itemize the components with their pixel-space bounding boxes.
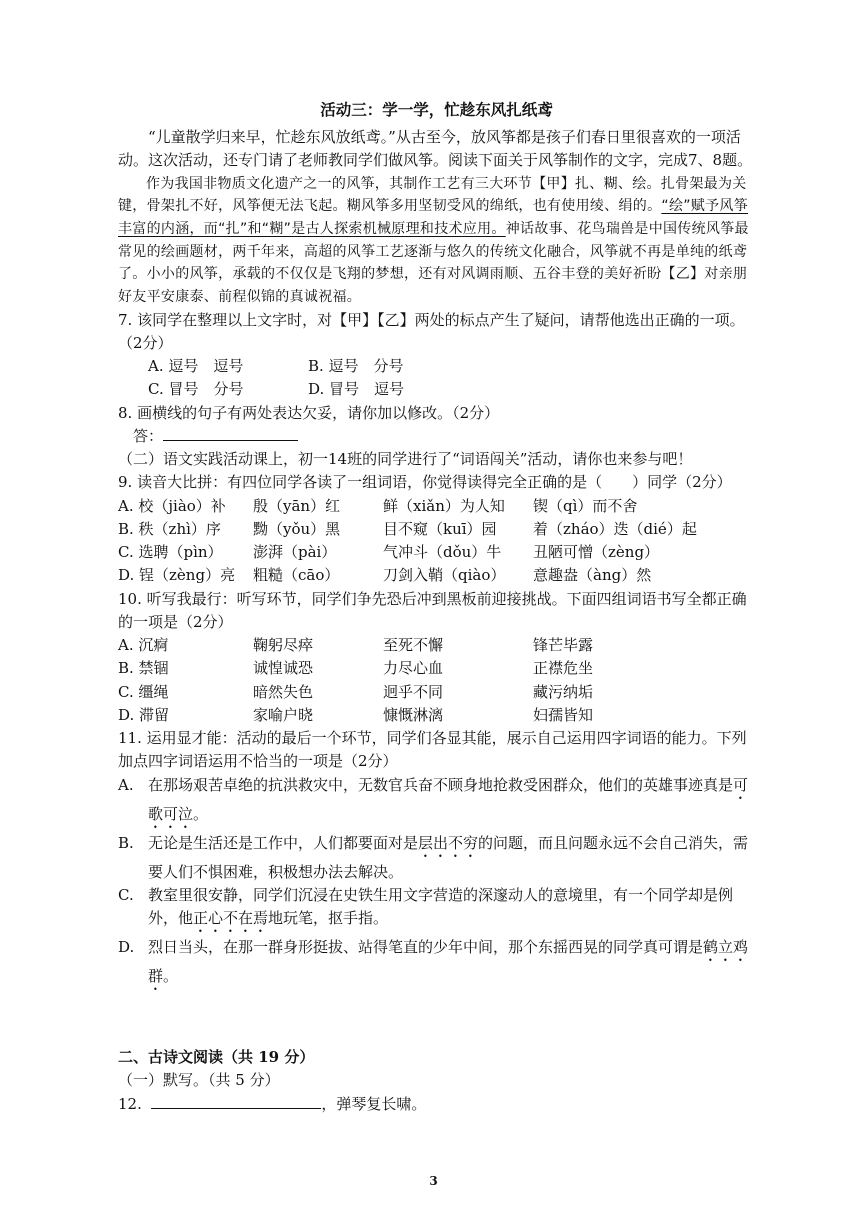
q9-c-2: 澎湃（pài） [253, 543, 337, 562]
q10-c-4: 藏污纳垢 [533, 682, 594, 701]
part2-intro: （二）语文实践活动课上，初一14班的同学进行了“词语闯关”活动，请你也来参与吧！ [118, 450, 693, 469]
q12-number: 12. [118, 1094, 142, 1113]
option-text [148, 774, 755, 832]
q12-text: ，弹琴复长啸。 [321, 1094, 427, 1113]
q9-d-4: 意趣盎（àng）然 [533, 566, 652, 585]
q10-c-2: 暗然失色 [253, 682, 314, 701]
q10-d-2: 家喻户晓 [253, 705, 314, 724]
q10-d-1: D. 滞留 [118, 705, 170, 724]
q7-option-c: C. 冒号 分号 [148, 380, 244, 399]
dotted-idiom: 可歌可泣 [148, 775, 749, 823]
activity-title: 活动三：学一学，忙趁东风扎纸鸢 [320, 100, 553, 119]
q9-c-4: 丑陋可憎（zèng） [533, 543, 660, 562]
q11-stem: 11. 运用显才能：活动的最后一个环节，同学们各显其能，展示自己运用四字词语的能力。下列加点四字词语运用不恰当的一项是（2分） [118, 729, 747, 771]
q10-a-3: 至死不懈 [383, 636, 444, 655]
q9-b-3: 目不窥（kuī）园 [383, 519, 497, 538]
intro-paragraph: “儿童散学归来早，忙趁东风放纸鸢。”从古至今，放风筝都是孩子们春日里很喜欢的一项活动。这次活动，还专门请了老师教同学们做风筝。阅读下面关于风筝制作的文字，完成7、8题。 [118, 128, 753, 170]
q10-b-3: 力尽心血 [383, 659, 444, 678]
q10-options [118, 634, 755, 727]
option-text-before: 烈日当头，在那一群身形挺拔、站得笔直的少年中间，那个东摇西晃的同学真可谓是 [148, 938, 704, 957]
q10-b-1: B. 禁锢 [118, 659, 169, 678]
section-2-heading: 二、古诗文阅读（共 19 分） [118, 1048, 315, 1067]
q10-a-2: 鞠躬尽瘁 [253, 636, 314, 655]
underlined-sentence: “绘”赋予风筝丰富的内涵，而“扎”和“糊”是古人探索机械原理和技术应用。 [118, 198, 749, 237]
q9-options [118, 495, 755, 588]
q10-a-4: 锋芒毕露 [533, 636, 594, 655]
q10-c-1: C. 缰绳 [118, 682, 169, 701]
option-label: A. [118, 775, 134, 794]
q7-options [148, 355, 755, 402]
q9-c-3: 气冲斗（dǒu）牛 [383, 543, 502, 562]
q9-b-2: 黝（yǒu）黑 [253, 519, 341, 538]
dotted-idiom: 鹤立鸡群 [148, 938, 749, 986]
q9-d-1: D. 锃（zèng）亮 [118, 566, 236, 585]
q12-line [118, 1093, 755, 1116]
q10-d-4: 妇孺皆知 [533, 705, 594, 724]
option-text-after: 。 [193, 804, 209, 823]
q9-d-3: 刀剑入鞘（qiào） [383, 566, 506, 585]
option-text-before: 在那场艰苦卓绝的抗洪救灾中，无数官兵奋不顾身地抢救受困群众，他们的英雄事迹真是 [148, 775, 734, 794]
passage-part-2: 神话故事、花鸟瑞兽是中国传统风筝最常见的绘画题材，两千年来，高超的风筝工艺逐渐与悠久的传统文化融合，风筝就不再是单纯的纸鸢了。小小的风筝，承载的不仅仅是飞翔的梦想，还有对风调雨顺、五谷丰登的美好祈盼【乙】对亲朋好友平安康泰、前程似锦的真诚祝福。 [118, 220, 749, 305]
option-text-before: 无论是生活还是工作中，人们都要面对是 [148, 833, 419, 852]
option-text-before: 教室里很安静，同学们沉浸在史铁生用文字营造的深邃动人的意境里，有一个同学却是例外，他 [148, 885, 734, 928]
q9-b-4: 着（zháo）迭（dié）起 [533, 519, 697, 538]
q12-blank[interactable] [151, 1094, 321, 1109]
q9-a-2: 殷（yān）红 [253, 496, 341, 515]
q10-d-3: 慷慨淋漓 [383, 705, 444, 724]
q10-b-4: 正襟危坐 [533, 659, 594, 678]
section-2-subheading: （一）默写。（共 5 分） [118, 1071, 280, 1090]
q11-option-d [118, 936, 755, 994]
q9-a-4: 锲（qì）而不舍 [533, 496, 638, 515]
option-label: C. [118, 885, 134, 904]
option-label: D. [118, 938, 135, 957]
option-text-after: 的问题，而且问题永远不会自己消失，需要人们不惧困难，积极想办法去解决。 [148, 833, 749, 881]
answer-blank[interactable] [163, 428, 298, 441]
q11-option-c [118, 884, 755, 936]
q9-d-2: 粗糙（cāo） [253, 566, 340, 585]
q7-option-b: B. 逗号 分号 [308, 357, 404, 376]
q10-c-3: 迥乎不同 [383, 682, 444, 701]
q7-option-a: A. 逗号 逗号 [148, 357, 244, 376]
q9-b-1: B. 秩（zhì）序 [118, 519, 221, 538]
q11-option-b [118, 832, 755, 884]
option-text-after: 地玩笔，抠手指。 [268, 909, 389, 928]
q9-c-1: C. 选聘（pìn） [118, 543, 223, 562]
q8-stem: 8. 画横线的句子有两处表达欠妥，请你加以修改。（2分） [118, 403, 500, 422]
q9-a-1: A. 校（jiào）补 [118, 496, 226, 515]
q7-stem: 7. 该同学在整理以上文字时，对【甲】【乙】两处的标点产生了疑问，请帮他选出正确的一项。（2分） [118, 310, 745, 352]
q10-stem: 10. 听写我最行：听写环节，同学们争先恐后冲到黑板前迎接挑战。下面四组词语书写全都正确的一项是（2分） [118, 589, 747, 631]
option-text [148, 884, 755, 936]
option-text [148, 832, 755, 884]
q9-stem: 9. 读音大比拼：有四位同学各读了一组词语，你觉得读得完全正确的是（ ）同学（2分） [118, 473, 732, 492]
q9-a-3: 鲜（xiǎn）为人知 [383, 496, 505, 515]
q7-option-d: D. 冒号 逗号 [308, 380, 405, 399]
passage-paragraph [118, 173, 755, 309]
q10-b-2: 诚惶诚恐 [253, 659, 314, 678]
dotted-idiom: 层出不穷 [418, 833, 479, 852]
answer-label: 答： [133, 426, 164, 445]
dotted-idiom: 正心不在焉 [193, 909, 269, 928]
option-label: B. [118, 833, 134, 852]
q8-answer-line [133, 425, 755, 448]
option-text-after: 。 [163, 967, 179, 986]
q10-a-1: A. 沉痾 [118, 636, 169, 655]
q11-option-a [118, 774, 755, 832]
option-text [148, 936, 755, 994]
passage-part-1: 作为我国非物质文化遗产之一的风筝，其制作工艺有三大环节【甲】扎、糊、绘。扎骨架最为关键，骨架扎不好，风筝便无法飞起。糊风筝多用坚韧受风的绵纸，也有使用绫、绢的。 [118, 175, 747, 215]
page-number: 3 [429, 1174, 438, 1188]
